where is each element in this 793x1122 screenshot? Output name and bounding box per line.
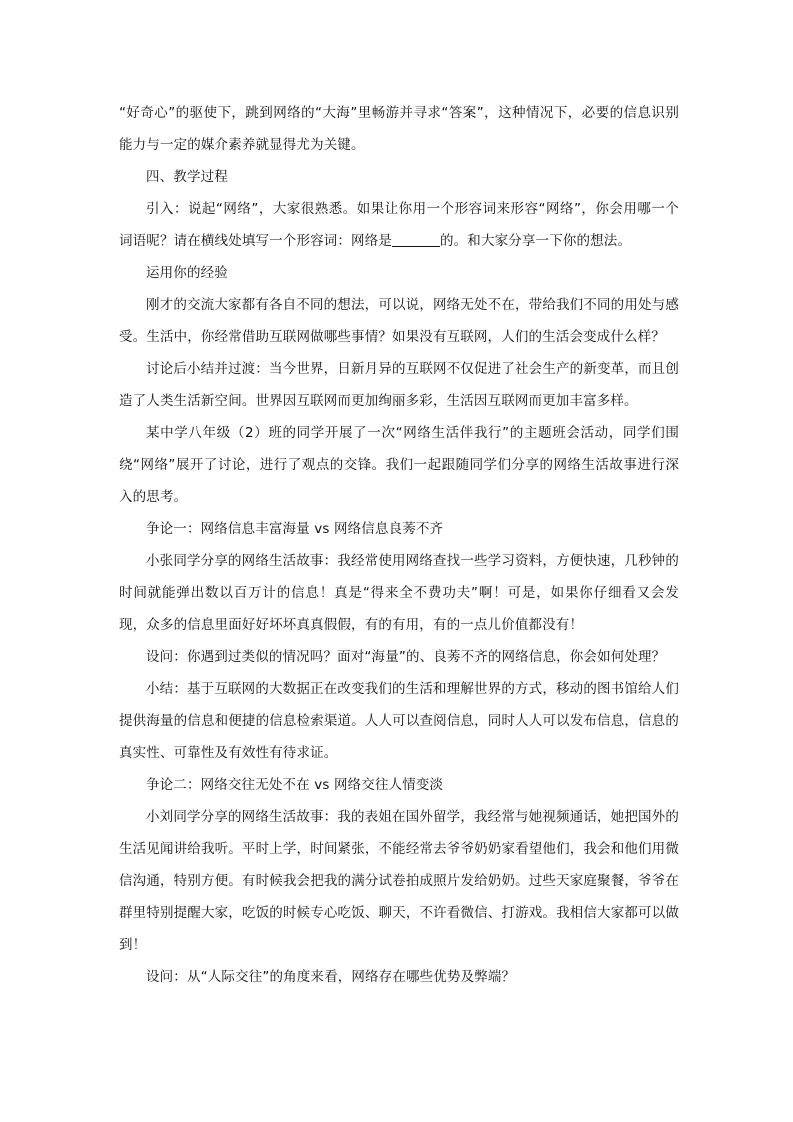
section-heading-teaching-process: 四、教学过程 <box>146 169 228 185</box>
document-body <box>119 97 679 993</box>
paragraph-xiaozhang-story: 小张同学分享的网络生活故事：我经常使用网络查找一些学习资料，方便快速，几秒钟的时间就能弹出数以百万计的信息！真是“得来全不费功夫”啊！可是，如果你仔细看又会发现，众多的信息里面好好坏坏真真假假，有的有用，有的一点儿价值都没有！ <box>119 553 679 633</box>
paragraph-discussion: 刚才的交流大家都有各自不同的想法，可以说，网络无处不在，带给我们不同的用处与感受。生活中，你经常借助互联网做哪些事情？如果没有互联网，人们的生活会变成什么样？ <box>119 297 679 345</box>
paragraph-question-one: 设问：你遇到过类似的情况吗？面对“海量”的、良莠不齐的网络信息，你会如何处理？ <box>146 649 666 665</box>
subheading-use-your-experience: 运用你的经验 <box>146 265 228 281</box>
paragraph-continuation: “好奇心”的驱使下，跳到网络的“大海”里畅游并寻求“答案”，这种情况下，必要的信息识别能力与一定的媒介素养就显得尤为关键。 <box>119 105 679 153</box>
intro-text-before-blank: 引入：说起“网络”，大家很熟悉。如果让你用一个形容词来形容“网络”，你会用哪一个词语呢？请在横线处填写一个形容词：网络是 <box>119 201 679 249</box>
paragraph-summary-transition: 讨论后小结并过渡：当今世界，日新月异的互联网不仅促进了社会生产的新变革，而且创造了人类生活新空间。世界因互联网而更加绚丽多彩，生活因互联网而更加丰富多样。 <box>119 361 679 409</box>
debate-two-heading: 争论二：网络交往无处不在 vs 网络交往人情变淡 <box>146 777 444 793</box>
paragraph-intro <box>119 193 679 257</box>
paragraph-xiaoliu-story: 小刘同学分享的网络生活故事：我的表姐在国外留学，我经常与她视频通话，她把国外的生活见闻讲给我听。平时上学，时间紧张，不能经常去爷爷奶奶家看望他们，我会和他们用微信沟通，特别方便。有时候我会把我的满分试卷拍成照片发给奶奶。过些天家庭聚餐，爷爷在群里特别提醒大家，吃饭的时候专心吃饭、聊天，不许看微信、打游戏。我相信大家都可以做到！ <box>119 809 679 953</box>
fill-in-blank-line <box>392 232 440 247</box>
paragraph-class-meeting: 某中学八年级（2）班的同学开展了一次“网络生活伴我行”的主题班会活动，同学们围绕“网络”展开了讨论，进行了观点的交锋。我们一起跟随同学们分享的网络生活故事进行深入的思考。 <box>119 425 679 505</box>
debate-one-heading: 争论一：网络信息丰富海量 vs 网络信息良莠不齐 <box>146 521 444 537</box>
paragraph-question-two: 设问：从“人际交往”的角度来看，网络存在哪些优势及弊端？ <box>146 969 516 985</box>
paragraph-summary-one: 小结：基于互联网的大数据正在改变我们的生活和理解世界的方式，移动的图书馆给人们提供海量的信息和便捷的信息检索渠道。人人可以查阅信息，同时人人可以发布信息，信息的真实性、可靠性及有效性有待求证。 <box>119 681 679 761</box>
intro-text-after-blank: 的。和大家分享一下你的想法。 <box>440 233 632 249</box>
